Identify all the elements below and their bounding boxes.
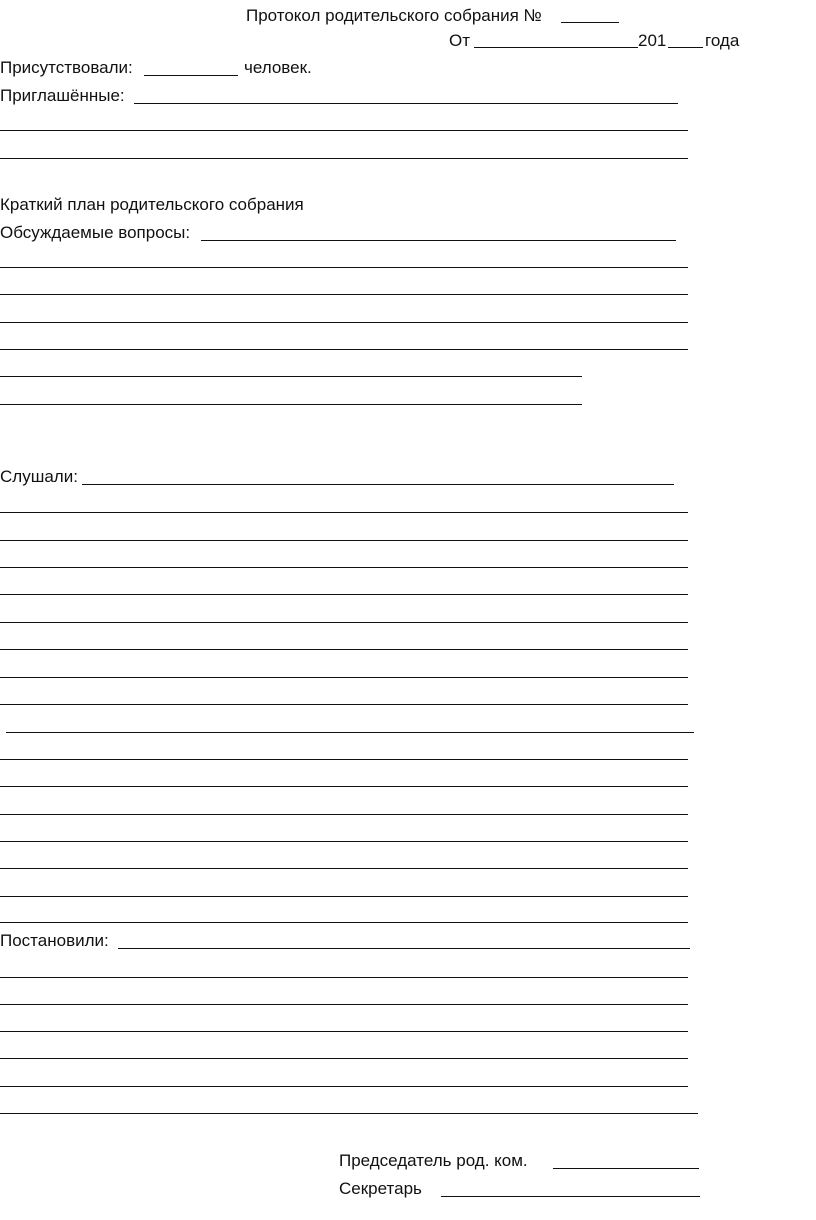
heard-line[interactable] <box>0 759 688 760</box>
questions-label: Обсуждаемые вопросы: <box>0 223 191 242</box>
secretary-signature-blank[interactable] <box>441 1196 700 1197</box>
resolved-line[interactable] <box>0 1058 688 1059</box>
protocol-number-blank[interactable] <box>561 22 619 23</box>
resolved-blank[interactable] <box>118 948 690 949</box>
chairman-signature-blank[interactable] <box>553 1168 699 1169</box>
invited-line[interactable] <box>0 158 688 159</box>
date-blank[interactable] <box>474 47 638 48</box>
present-count-blank[interactable] <box>144 75 238 76</box>
heard-blank[interactable] <box>82 484 674 485</box>
plan-heading: Краткий план родительского собрания <box>0 195 304 214</box>
heard-line[interactable] <box>0 649 688 650</box>
questions-line[interactable] <box>0 267 688 268</box>
heard-line[interactable] <box>0 622 688 623</box>
present-label: Присутствовали: <box>0 58 133 77</box>
questions-blank[interactable] <box>201 240 676 241</box>
chairman-label: Председатель род. ком. <box>339 1151 528 1170</box>
secretary-label: Секретарь <box>339 1179 422 1198</box>
heard-line[interactable] <box>0 512 688 513</box>
heard-line[interactable] <box>0 567 688 568</box>
present-unit: человек. <box>244 58 312 77</box>
date-prefix: От <box>449 31 471 50</box>
year-blank[interactable] <box>668 47 703 48</box>
invited-line[interactable] <box>0 130 688 131</box>
invited-label: Приглашённые: <box>0 86 125 105</box>
heard-line[interactable] <box>0 922 688 923</box>
questions-line[interactable] <box>0 294 688 295</box>
document-title: Протокол родительского собрания № <box>246 6 542 25</box>
heard-line[interactable] <box>0 814 688 815</box>
questions-line[interactable] <box>0 376 582 377</box>
heard-line[interactable] <box>6 732 694 733</box>
resolved-line[interactable] <box>0 1086 688 1087</box>
resolved-line[interactable] <box>0 1113 698 1114</box>
invited-blank[interactable] <box>134 103 678 104</box>
resolved-line[interactable] <box>0 1031 688 1032</box>
heard-line[interactable] <box>0 868 688 869</box>
heard-line[interactable] <box>0 540 688 541</box>
heard-line[interactable] <box>0 677 688 678</box>
heard-line[interactable] <box>0 594 688 595</box>
heard-line[interactable] <box>0 896 688 897</box>
year-prefix: 201 <box>638 31 667 50</box>
resolved-label: Постановили: <box>0 931 109 950</box>
year-suffix: года <box>705 31 740 50</box>
questions-line[interactable] <box>0 322 688 323</box>
questions-line[interactable] <box>0 349 688 350</box>
resolved-line[interactable] <box>0 977 688 978</box>
heard-line[interactable] <box>0 841 688 842</box>
heard-label: Слушали: <box>0 467 78 486</box>
heard-line[interactable] <box>0 704 688 705</box>
heard-line[interactable] <box>0 786 688 787</box>
resolved-line[interactable] <box>0 1004 688 1005</box>
questions-line[interactable] <box>0 404 582 405</box>
